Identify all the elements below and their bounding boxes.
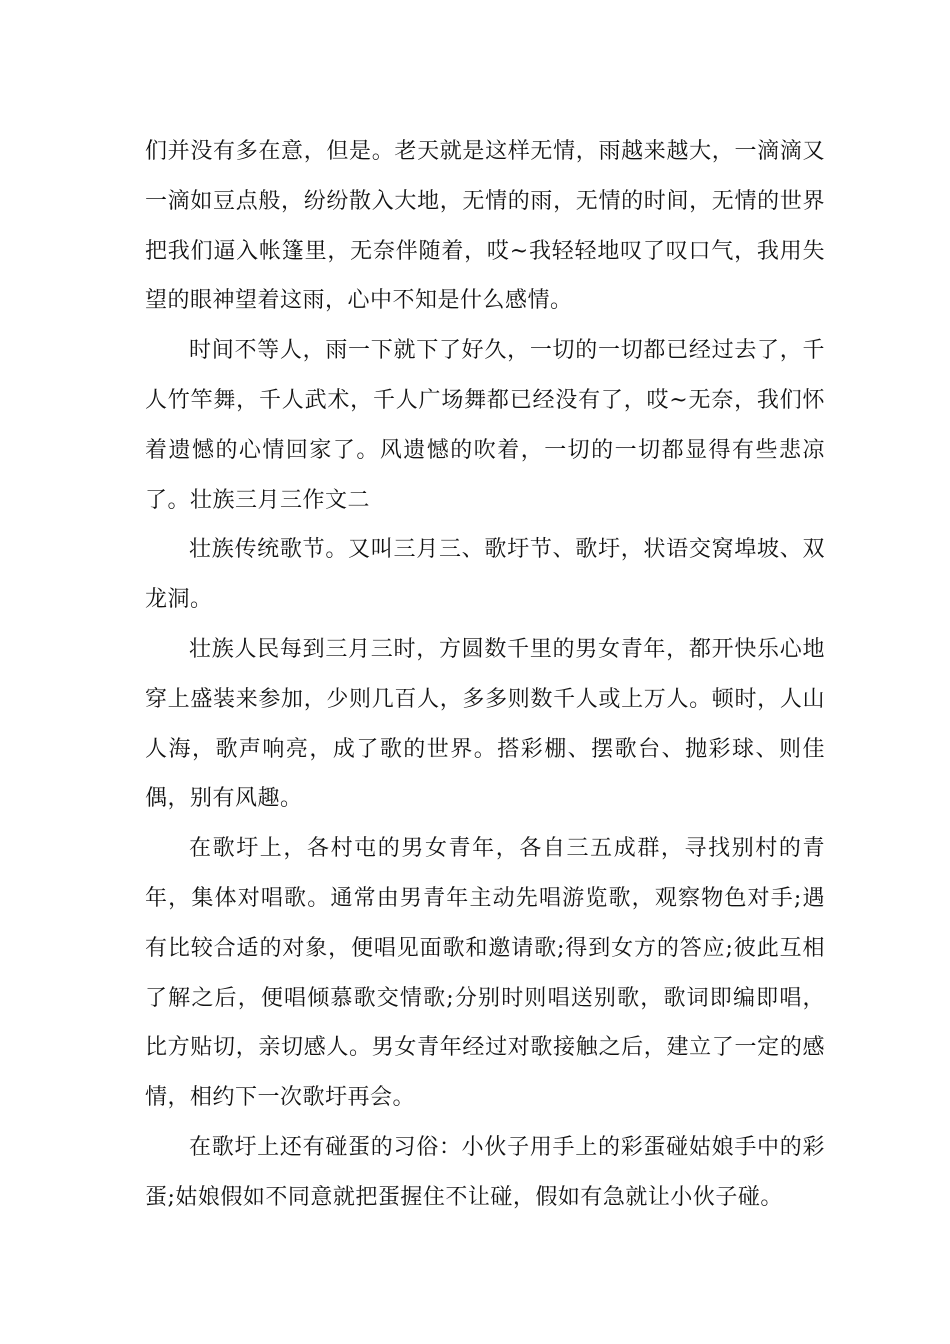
paragraph-3: 壮族传统歌节。又叫三月三、歌圩节、歌圩，状语交窝埠坡、双龙洞。 [145, 537, 825, 613]
paragraph-4: 壮族人民每到三月三时，方圆数千里的男女青年，都开快乐心地穿上盛装来参加，少则几百人，多多则数千人或上万人。顿时，人山人海，歌声响亮，成了歌的世界。搭彩棚、摆歌台、抛彩球、则佳偶，别有风趣。 [145, 636, 825, 812]
paragraph-1: 们并没有多在意，但是。老天就是这样无情，雨越来越大，一滴滴又一滴如豆点般，纷纷散入大地，无情的雨，无情的时间，无情的世界把我们逼入帐篷里，无奈伴随着，哎~我轻轻地叹了叹口气，我用失望的眼神望着这雨，心中不知是什么感情。 [145, 139, 825, 314]
document-body [145, 127, 825, 1223]
paragraph-5: 在歌圩上，各村屯的男女青年，各自三五成群，寻找别村的青年，集体对唱歌。通常由男青年主动先唱游览歌，观察物色对手;遇有比较合适的对象，便唱见面歌和邀请歌;得到女方的答应;彼此互相了解之后，便唱倾慕歌交情歌;分别时则唱送别歌，歌词即编即唱，比方贴切，亲切感人。男女青年经过对歌接触之后，建立了一定的感情，相约下一次歌圩再会。 [145, 836, 825, 1111]
paragraph-2: 时间不等人，雨一下就下了好久，一切的一切都已经过去了，千人竹竿舞，千人武术，千人广场舞都已经没有了，哎~无奈，我们怀着遗憾的心情回家了。风遗憾的吹着，一切的一切都显得有些悲凉了。壮族三月三作文二 [145, 338, 825, 513]
paragraph-6: 在歌圩上还有碰蛋的习俗：小伙子用手上的彩蛋碰姑娘手中的彩蛋;姑娘假如不同意就把蛋握住不让碰，假如有急就让小伙子碰。 [145, 1134, 825, 1210]
